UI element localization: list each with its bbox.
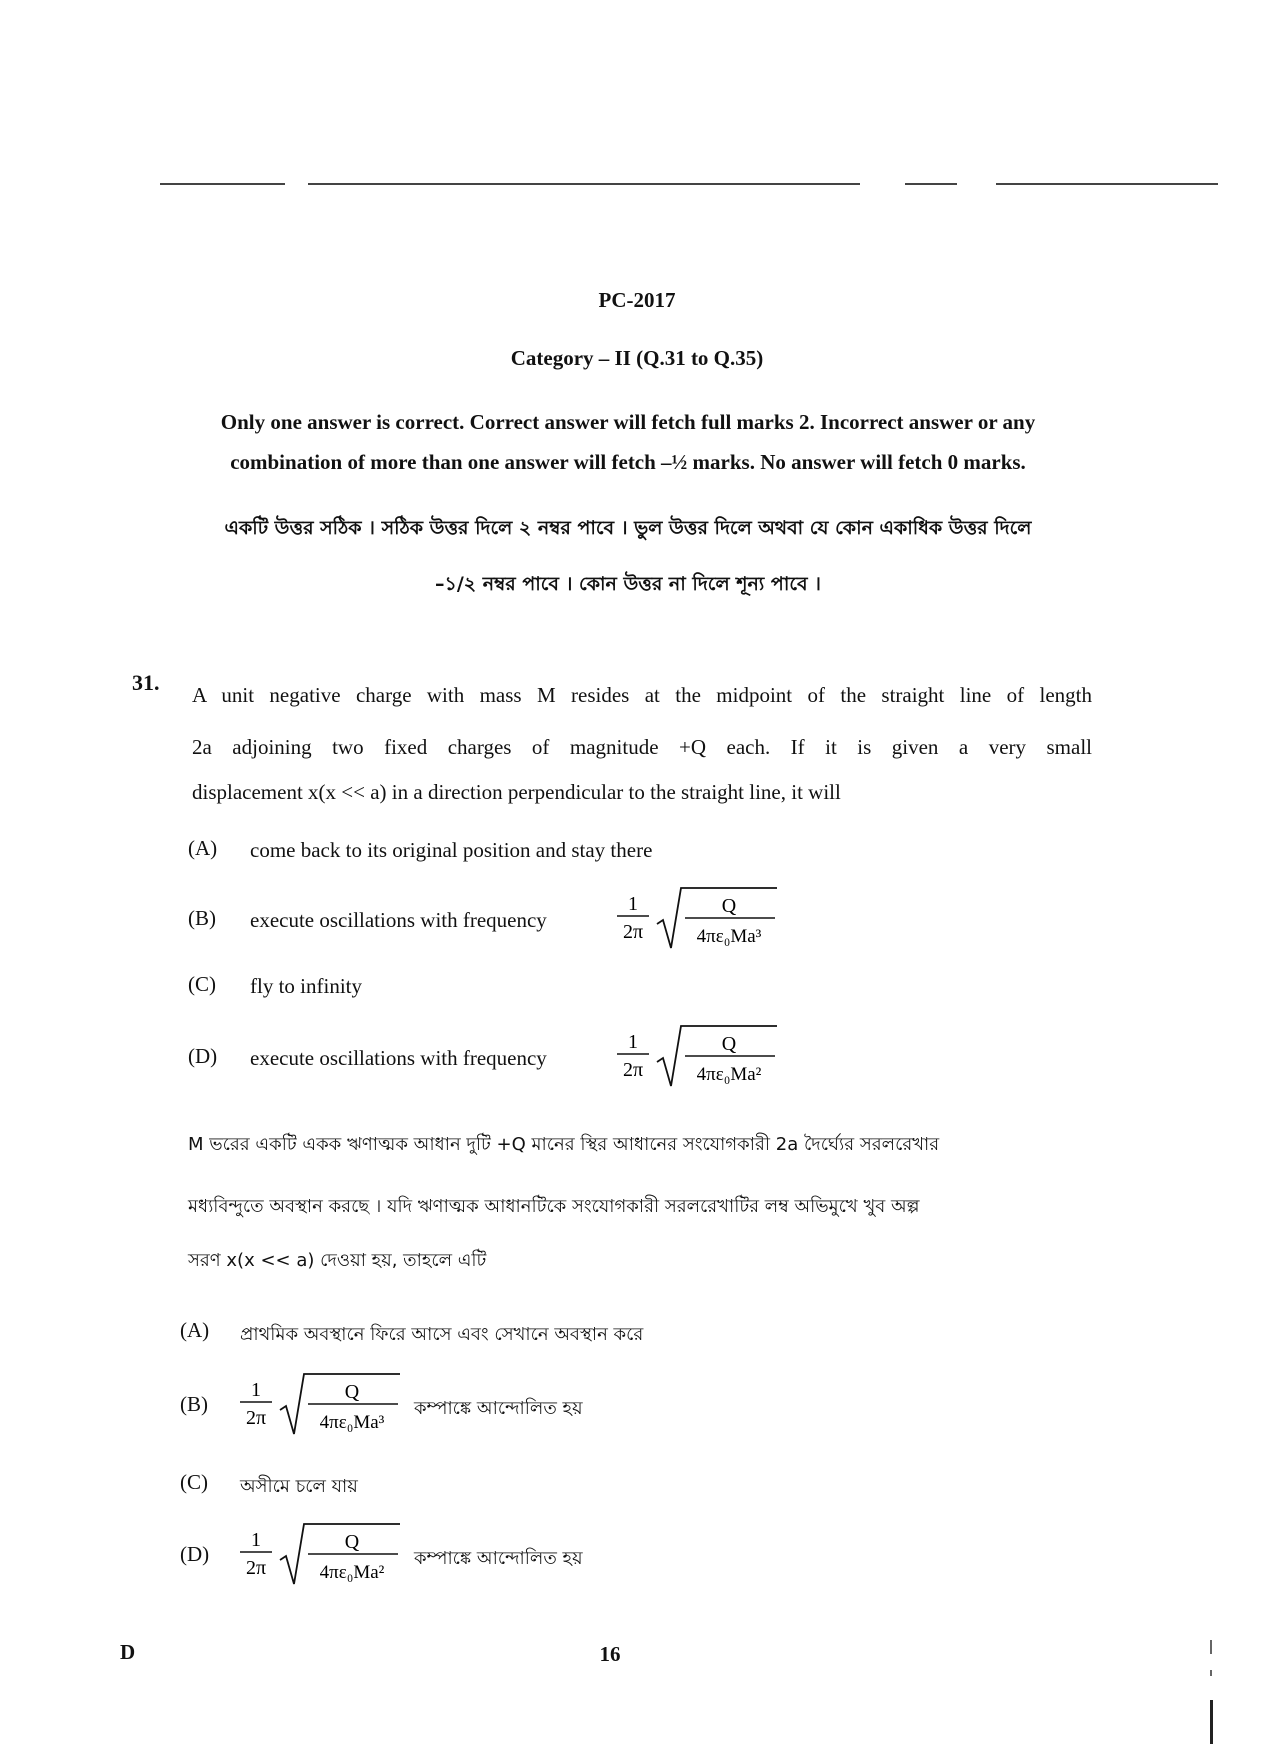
question-bn-line3: সরণ x(x << a) দেওয়া হয়, তাহলে এটি — [188, 1250, 487, 1271]
option-a-text: come back to its original position and stay there — [250, 838, 653, 862]
header-rule — [996, 183, 1218, 185]
formula-bn-b-den: 2π — [245, 1407, 267, 1429]
option-bn-b-label: (B) — [180, 1392, 208, 1416]
formula-b-rad-den: 4πε₀Ma³ — [696, 926, 762, 947]
question-text-line1: A unit negative charge with mass M resides at the midpoint of the straight line of length — [192, 683, 1092, 707]
option-b-label: (B) — [188, 906, 216, 930]
question-number: 31. — [132, 670, 160, 695]
formula-frequency-a2 — [605, 1020, 785, 1092]
category-heading: Category – II (Q.31 to Q.35) — [510, 346, 764, 370]
option-d-text: execute oscillations with frequency — [250, 1046, 547, 1070]
instruction-bn-line1: একটি উত্তর সঠিক । সঠিক উত্তর দিলে ২ নম্বর পাবে । ভুল উত্তর দিলে অথবা যে কোন একাধিক উত্তর দিলে — [224, 517, 1032, 539]
scan-edge-mark — [1210, 1640, 1212, 1654]
header-rule — [905, 183, 957, 185]
question-bn-line2: মধ্যবিন্দুতে অবস্থান করছে । যদি ঋণাত্মক আধানটিকে সংযোগকারী সরলরেখাটির লম্ব অভিমুখে খুব অল্প — [188, 1196, 920, 1217]
instruction-en-line1: Only one answer is correct. Correct answer will fetch full marks 2. Incorrect answer or any — [220, 410, 1036, 434]
formula-bn-d-rad-num: Q — [344, 1531, 360, 1553]
option-bn-d-text: কম্পাঙ্কে আন্দোলিত হয় — [414, 1548, 583, 1569]
scan-edge-mark — [1210, 1700, 1213, 1744]
option-c-text: fly to infinity — [250, 974, 362, 998]
option-bn-a-text: প্রাথমিক অবস্থানে ফিরে আসে এবং সেখানে অবস্থান করে — [240, 1324, 644, 1345]
header-rule — [160, 183, 285, 185]
option-a-label: (A) — [188, 836, 218, 860]
question-text-line3: displacement x(x << a) in a direction perpendicular to the straight line, it will — [192, 780, 841, 804]
formula-bn-d-den: 2π — [245, 1557, 267, 1579]
option-bn-c-text: অসীমে চলে যায় — [240, 1476, 358, 1497]
option-bn-d-label: (D) — [180, 1542, 210, 1566]
exam-code: PC-2017 — [598, 288, 676, 312]
option-d-label: (D) — [188, 1044, 218, 1068]
formula-b-rad-num: Q — [721, 895, 737, 917]
formula-bn-b-rad-den: 4πε₀Ma³ — [319, 1412, 385, 1433]
question-text-line2: 2a adjoining two fixed charges of magnitude +Q each. If it is given a very small — [192, 735, 1092, 759]
formula-bn-frequency-a2 — [228, 1518, 408, 1590]
formula-bn-d-num: 1 — [251, 1529, 261, 1551]
header-rule — [308, 183, 860, 185]
formula-bn-b-rad-num: Q — [344, 1381, 360, 1403]
option-c-label: (C) — [188, 972, 216, 996]
option-bn-b-text: কম্পাঙ্কে আন্দোলিত হয় — [414, 1398, 583, 1419]
formula-frequency-a3 — [605, 882, 785, 954]
option-b-text: execute oscillations with frequency — [250, 908, 547, 932]
formula-d-rad-den: 4πε₀Ma² — [696, 1064, 762, 1085]
formula-bn-d-rad-den: 4πε₀Ma² — [319, 1562, 385, 1583]
option-bn-a-label: (A) — [180, 1318, 210, 1342]
formula-d-rad-num: Q — [721, 1033, 737, 1055]
page-number: 16 — [599, 1642, 621, 1666]
formula-b-num: 1 — [628, 893, 638, 915]
option-bn-c-label: (C) — [180, 1470, 208, 1494]
formula-bn-b-num: 1 — [251, 1379, 261, 1401]
instruction-en-line2: combination of more than one answer will fetch –½ marks. No answer will fetch 0 marks. — [230, 450, 1026, 474]
set-code: D — [120, 1640, 136, 1664]
scan-edge-mark — [1210, 1670, 1212, 1676]
instruction-bn-line2: –১/২ নম্বর পাবে । কোন উত্তর না দিলে শূন্য পাবে । — [435, 573, 821, 595]
formula-bn-frequency-a3 — [228, 1368, 408, 1440]
formula-d-num: 1 — [628, 1031, 638, 1053]
formula-b-den: 2π — [622, 921, 644, 943]
question-bn-line1: M ভরের একটি একক ঋণাত্মক আধান দুটি +Q মানের স্থির আধানের সংযোগকারী 2a দৈর্ঘ্যের সরলরেখার — [188, 1134, 940, 1155]
formula-d-den: 2π — [622, 1059, 644, 1081]
